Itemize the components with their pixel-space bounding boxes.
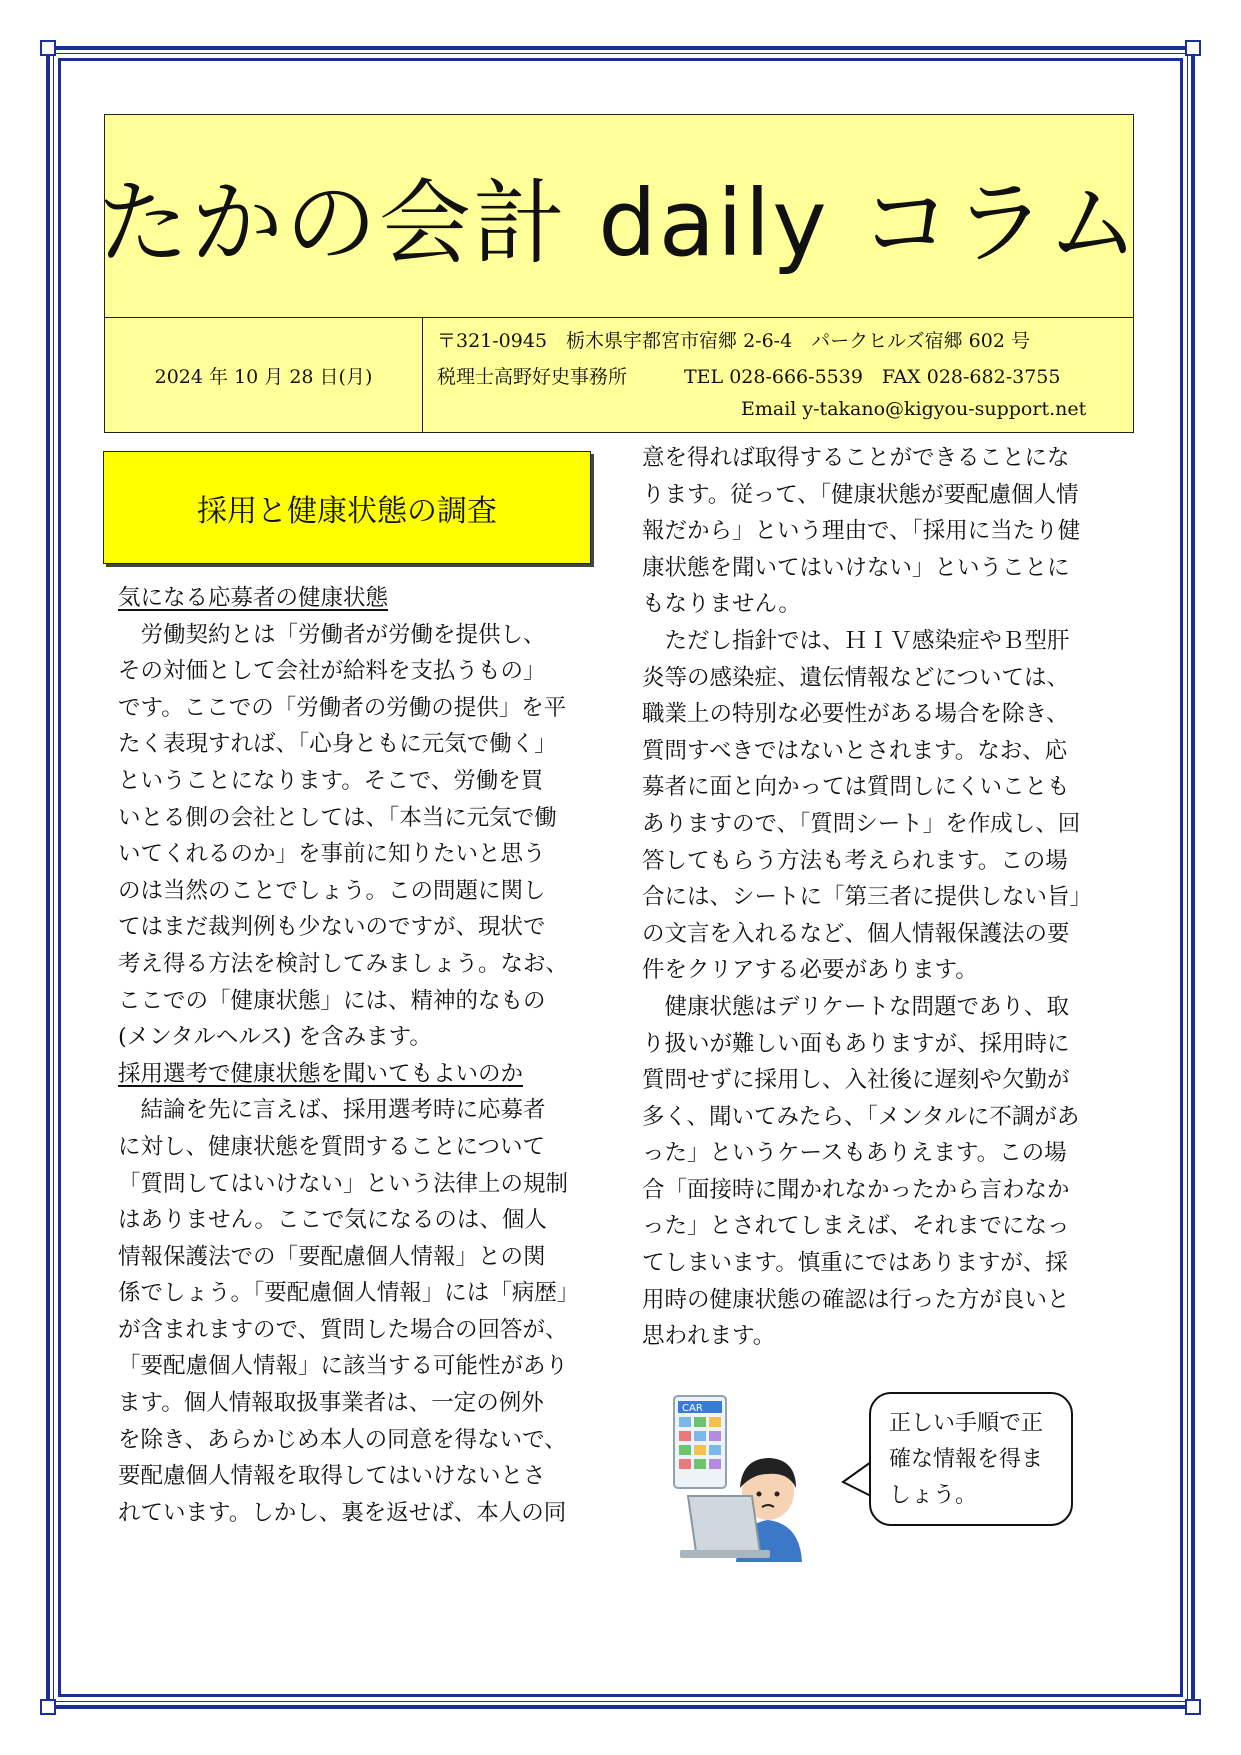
speech-bubble <box>869 1392 1073 1526</box>
body-text-line: 係でしょう。「要配慮個人情報」には「病歴」 <box>118 1280 580 1307</box>
body-text-line: ります。従って、「健康状態が要配慮個人情 <box>642 481 1079 508</box>
body-text-line: に対し、健康状態を質問することについて <box>118 1133 546 1160</box>
newsletter-banner <box>97 114 1141 318</box>
body-text-line: 用時の健康状態の確認は行った方が良いと <box>642 1286 1070 1313</box>
body-text-line: 康状態を聞いてはいけない」ということに <box>642 554 1070 581</box>
border-corner-bottom-left <box>40 1699 56 1715</box>
speech-bubble-line: 正しい手順で正 <box>889 1411 1044 1436</box>
body-text-line: いとる側の会社としては、「本当に元気で働 <box>118 804 557 831</box>
body-text-line: てしまいます。慎重にではありますが、採 <box>642 1250 1068 1277</box>
body-text-line: 募者に面と向かっては質問しにくいことも <box>642 774 1070 801</box>
issue-date: 2024 年 10 月 28 日(月) <box>105 318 423 432</box>
body-text-line: 答してもらう方法も考えられます。この場 <box>642 847 1068 874</box>
body-text-line: 質問せずに採用し、入社後に遅刻や欠勤が <box>642 1067 1070 1094</box>
person-at-laptop-icon <box>660 1392 830 1562</box>
article-left-column <box>118 580 579 1531</box>
article-right-column <box>642 440 1092 1355</box>
body-text-line: り扱いが難しい面もありますが、採用時に <box>642 1030 1070 1057</box>
body-text-line: ここでの「健康状態」には、精神的なもの <box>118 987 546 1014</box>
body-text-line: 合「面接時に聞かれなかったから言わなか <box>642 1176 1070 1203</box>
border-corner-bottom-right <box>1185 1699 1201 1715</box>
body-text-line: ます。個人情報取扱事業者は、一定の例外 <box>118 1390 544 1417</box>
newsletter-title: たかの会計 daily コラム <box>97 170 1141 277</box>
body-text-line: の文言を入れるなど、個人情報保護法の要 <box>642 920 1070 947</box>
border-corner-top-left <box>40 40 56 56</box>
section-heading: 気になる応募者の健康状態 <box>118 585 389 611</box>
body-text-line: 考え得る方法を検討してみましょう。なお、 <box>118 950 569 977</box>
header-info <box>104 318 1134 433</box>
body-text-line: もなりません。 <box>642 591 801 618</box>
body-text-line: を除き、あらかじめ本人の同意を得ないで、 <box>118 1426 567 1453</box>
body-text-line: った」というケースもありえます。この場 <box>642 1140 1067 1167</box>
body-text-line: その対価として会社が給料を支払うもの」 <box>118 658 546 685</box>
body-text-line: てはまだ裁判例も少ないのですが、現状で <box>118 914 546 941</box>
body-text-line: 「質問してはいけない」という法律上の規制 <box>118 1170 569 1197</box>
office-contact <box>437 318 1133 432</box>
body-text-line: たく表現すれば、「心身ともに元気で働く」 <box>118 731 557 758</box>
body-text-line: 報だから」という理由で、「採用に当たり健 <box>642 518 1081 545</box>
body-text-line: ありますので、「質問シート」を作成し、回 <box>642 810 1081 837</box>
body-text-line: ということになります。そこで、労働を買 <box>118 767 544 794</box>
body-text-line: 炎等の感染症、遺伝情報などについては、 <box>642 664 1070 691</box>
body-text-line: のは当然のことでしょう。この問題に関し <box>118 877 546 904</box>
office-email: Email y-takano@kigyou-support.net <box>741 398 1087 420</box>
body-text-line: です。ここでの「労働者の労働の提供」を平 <box>118 694 567 721</box>
body-text-line: はありません。ここで気になるのは、個人 <box>118 1207 547 1234</box>
body-text-line: 労働契約とは「労働者が労働を提供し、 <box>118 621 546 648</box>
speech-bubble-line: しょう。 <box>889 1483 978 1508</box>
body-text-line: 要配慮個人情報を取得してはいけないとさ <box>118 1463 546 1490</box>
body-text-line: 多く、聞いてみたら、「メンタルに不調があ <box>642 1103 1080 1130</box>
section-heading: 採用選考で健康状態を聞いてもよいのか <box>118 1060 524 1087</box>
body-text-line: 健康状態はデリケートな問題であり、取 <box>642 993 1070 1020</box>
body-text-line: った」とされてしまえば、それまでになっ <box>642 1213 1070 1240</box>
body-text-line: が含まれますので、質問した場合の回答が、 <box>118 1316 568 1343</box>
tablet-label: CAR <box>682 1403 703 1414</box>
article-title-box <box>103 451 591 564</box>
body-text-line: 意を得れば取得することができることにな <box>642 445 1070 471</box>
body-text-line: いてくれるのか」を事前に知りたいと思う <box>118 841 546 868</box>
body-text-line: 思われます。 <box>642 1323 776 1350</box>
border-corner-top-right <box>1185 40 1201 56</box>
body-text-line: 結論を先に言えば、採用選考時に応募者 <box>118 1097 546 1124</box>
office-name-phone: 税理士高野好史事務所 TEL 028-666-5539 FAX 028-682-3755 <box>437 366 1061 388</box>
office-address: 〒321-0945 栃木県宇都宮市宿郷 2-6-4 パークヒルズ宿郷 602 号 <box>437 330 1030 352</box>
body-text-line: 合には、シートに「第三者に提供しない旨」 <box>642 884 1093 911</box>
body-text-line: (メンタルヘルス) を含みます。 <box>118 1024 432 1051</box>
speech-bubble-line: 確な情報を得ま <box>889 1447 1044 1472</box>
body-text-line: 件をクリアする必要があります。 <box>642 957 978 984</box>
body-text-line: れています。しかし、裏を返せば、本人の同 <box>118 1499 567 1526</box>
body-text-line: 「要配慮個人情報」に該当する可能性があり <box>118 1353 569 1380</box>
article-title: 採用と健康状態の調査 <box>197 493 497 529</box>
body-text-line: 質問すべきではないとされます。なお、応 <box>642 737 1068 764</box>
body-text-line: 職業上の特別な必要性がある場合を除き、 <box>642 701 1069 728</box>
body-text-line: 情報保護法での「要配慮個人情報」との関 <box>118 1243 546 1270</box>
body-text-line: ただし指針では、ＨＩＶ感染症やＢ型肝 <box>642 627 1070 654</box>
